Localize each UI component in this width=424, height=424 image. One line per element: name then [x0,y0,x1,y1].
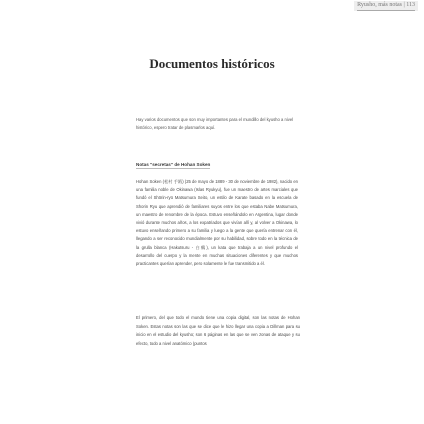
notes-paragraph: El primero, del que todo el mundo tiene una copia digital, son las notas de Hohan Soken. Estas notas son las que se dice que le hizo llegar una copia a Dillman para su inicio en el estudio del kyusho; son 6 páginas en las que se ven zonas de ataque y su efecto, todo a nivel anatómico (puntos [136,315,300,346]
intro-paragraph: Hay varios documentos que son muy importantes para el mundillo del kyusho a nivel histórico, espero tratar de plasmarlos aquí. [136,117,294,130]
document-title: Documentos históricos [149,56,275,71]
section-heading: Notas "secretas" de Hohan Soken [136,162,211,167]
page-header-note: Ryusho, más notas | 113 [354,1,418,11]
section-body-paragraph: Hohan Soken (松村 手紙) (25 de mayo de 1889 - 30 de noviembre de 1982), nacido en una familia noble de Okinawa (Islas Ryukyu), fue un maestro de artes marciales que fundó el Shōrin-ryū Matsumura Seito, un estilo de Karate basado en la escuela de Shorin Ryu que aprendió de familiares suyos entre los que estaba Nabe Matsumura, un maestro de renombre de la época. Estuvo enseñándolo en Argentina, lugar donde vivió durante muchos años, a los expatriados que vivían allí y, al volver a Okinawa, lo estuvo enseñando primero a su familia y luego a la gente que quería entrenar con él, llegando a ser reconocido mundialmente por su habilidad, sobre todo en la técnica de la grulla blanca (Hakutsuru - 白鶴), un kata que trabaja a un nivel profundo el desarrollo del cuerpo y la mente en muchas situaciones diferentes y que muchos practicantes querían aprender, pero solamente le fue transmitido a él. [136,179,298,267]
